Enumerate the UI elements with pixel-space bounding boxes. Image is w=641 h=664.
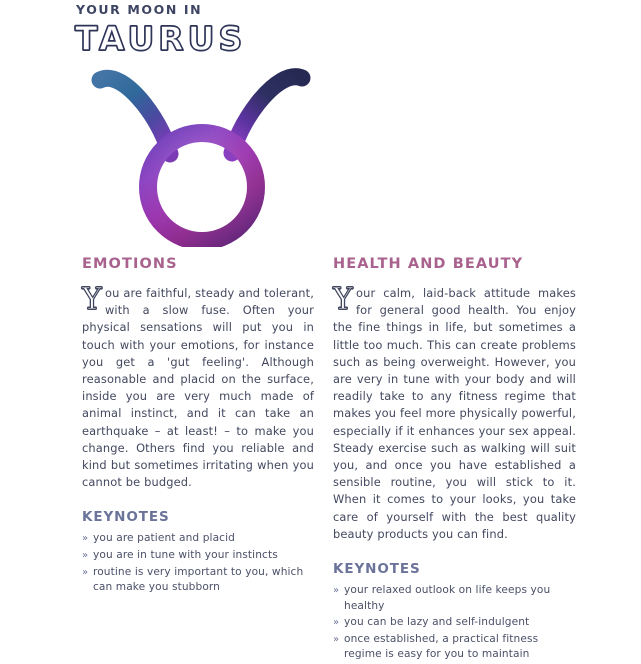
list-item xyxy=(333,583,576,614)
column-emotions xyxy=(82,255,314,597)
taurus-ring-sparkle xyxy=(148,133,256,241)
bullet-icon: » xyxy=(82,533,89,545)
section-title-emotions: EMOTIONS xyxy=(82,256,178,272)
list-item xyxy=(82,531,314,547)
bullet-icon: » xyxy=(82,550,89,562)
bullet-icon: » xyxy=(82,566,89,578)
keynotes-title-emotions: KEYNOTES xyxy=(82,509,170,526)
list-item-label: you are in tune with your instincts xyxy=(93,549,278,562)
bullet-icon: » xyxy=(333,585,340,597)
content-columns xyxy=(0,255,641,661)
body-paragraph-health-and-beauty xyxy=(333,282,576,543)
list-item xyxy=(82,548,314,564)
taurus-symbol-icon xyxy=(78,62,328,247)
page-title: TAURUS xyxy=(75,19,247,58)
page-header xyxy=(76,0,576,58)
keynotes-list-emotions xyxy=(82,531,314,595)
bullet-icon: » xyxy=(333,617,340,629)
list-item xyxy=(333,632,576,663)
bullet-icon: » xyxy=(333,633,340,645)
list-item-label: routine is very important to you, which can make you stubborn xyxy=(93,565,304,594)
dropcap-letter: Y xyxy=(333,282,353,317)
body-text-emotions: ou are faithful, steady and tolerant, with a slow fuse. Often your physical sensations will put you in touch with your emotions, for instance you get a 'gut feeling'. Although reasonable and placid on the surface, inside you are very much made of animal instinct, and it can take an earthquake – at least! – to make you change. Others find you reliable and kind but sometimes irritating when you cannot be budged. xyxy=(82,286,314,490)
list-item xyxy=(82,565,314,596)
list-item-label: once established, a practical fitness regime is easy for you to maintain xyxy=(344,632,539,661)
list-item-label: you are patient and placid xyxy=(93,532,235,545)
dropcap-letter: Y xyxy=(82,282,102,317)
section-title-health-and-beauty: HEALTH AND BEAUTY xyxy=(333,256,524,272)
keynotes-list-health-and-beauty xyxy=(333,583,576,663)
list-item xyxy=(333,615,576,631)
body-paragraph-emotions xyxy=(82,282,314,491)
column-health-and-beauty xyxy=(333,255,576,664)
keynotes-title-health-and-beauty: KEYNOTES xyxy=(333,561,421,578)
taurus-glyph xyxy=(78,62,328,247)
page-kicker: YOUR MOON IN xyxy=(76,2,203,17)
body-text-health-and-beauty: our calm, laid-back attitude makes for general good health. You enjoy the fine things in life, but sometimes a little too much. This can create problems such as being overweight. However, you are very in tune with your body and will readily take to any fitness regime that makes you feel more physically powerful, especially if it enhances your sex appeal. Steady exercise such as walking will suit you, and once you have established a sensible routine, you will stick to it. When it comes to your looks, you take care of yourself with the best quality beauty products you can find. xyxy=(333,286,576,541)
list-item-label: your relaxed outlook on life keeps you healthy xyxy=(344,584,551,612)
list-item-label: you can be lazy and self-indulgent xyxy=(344,616,530,629)
